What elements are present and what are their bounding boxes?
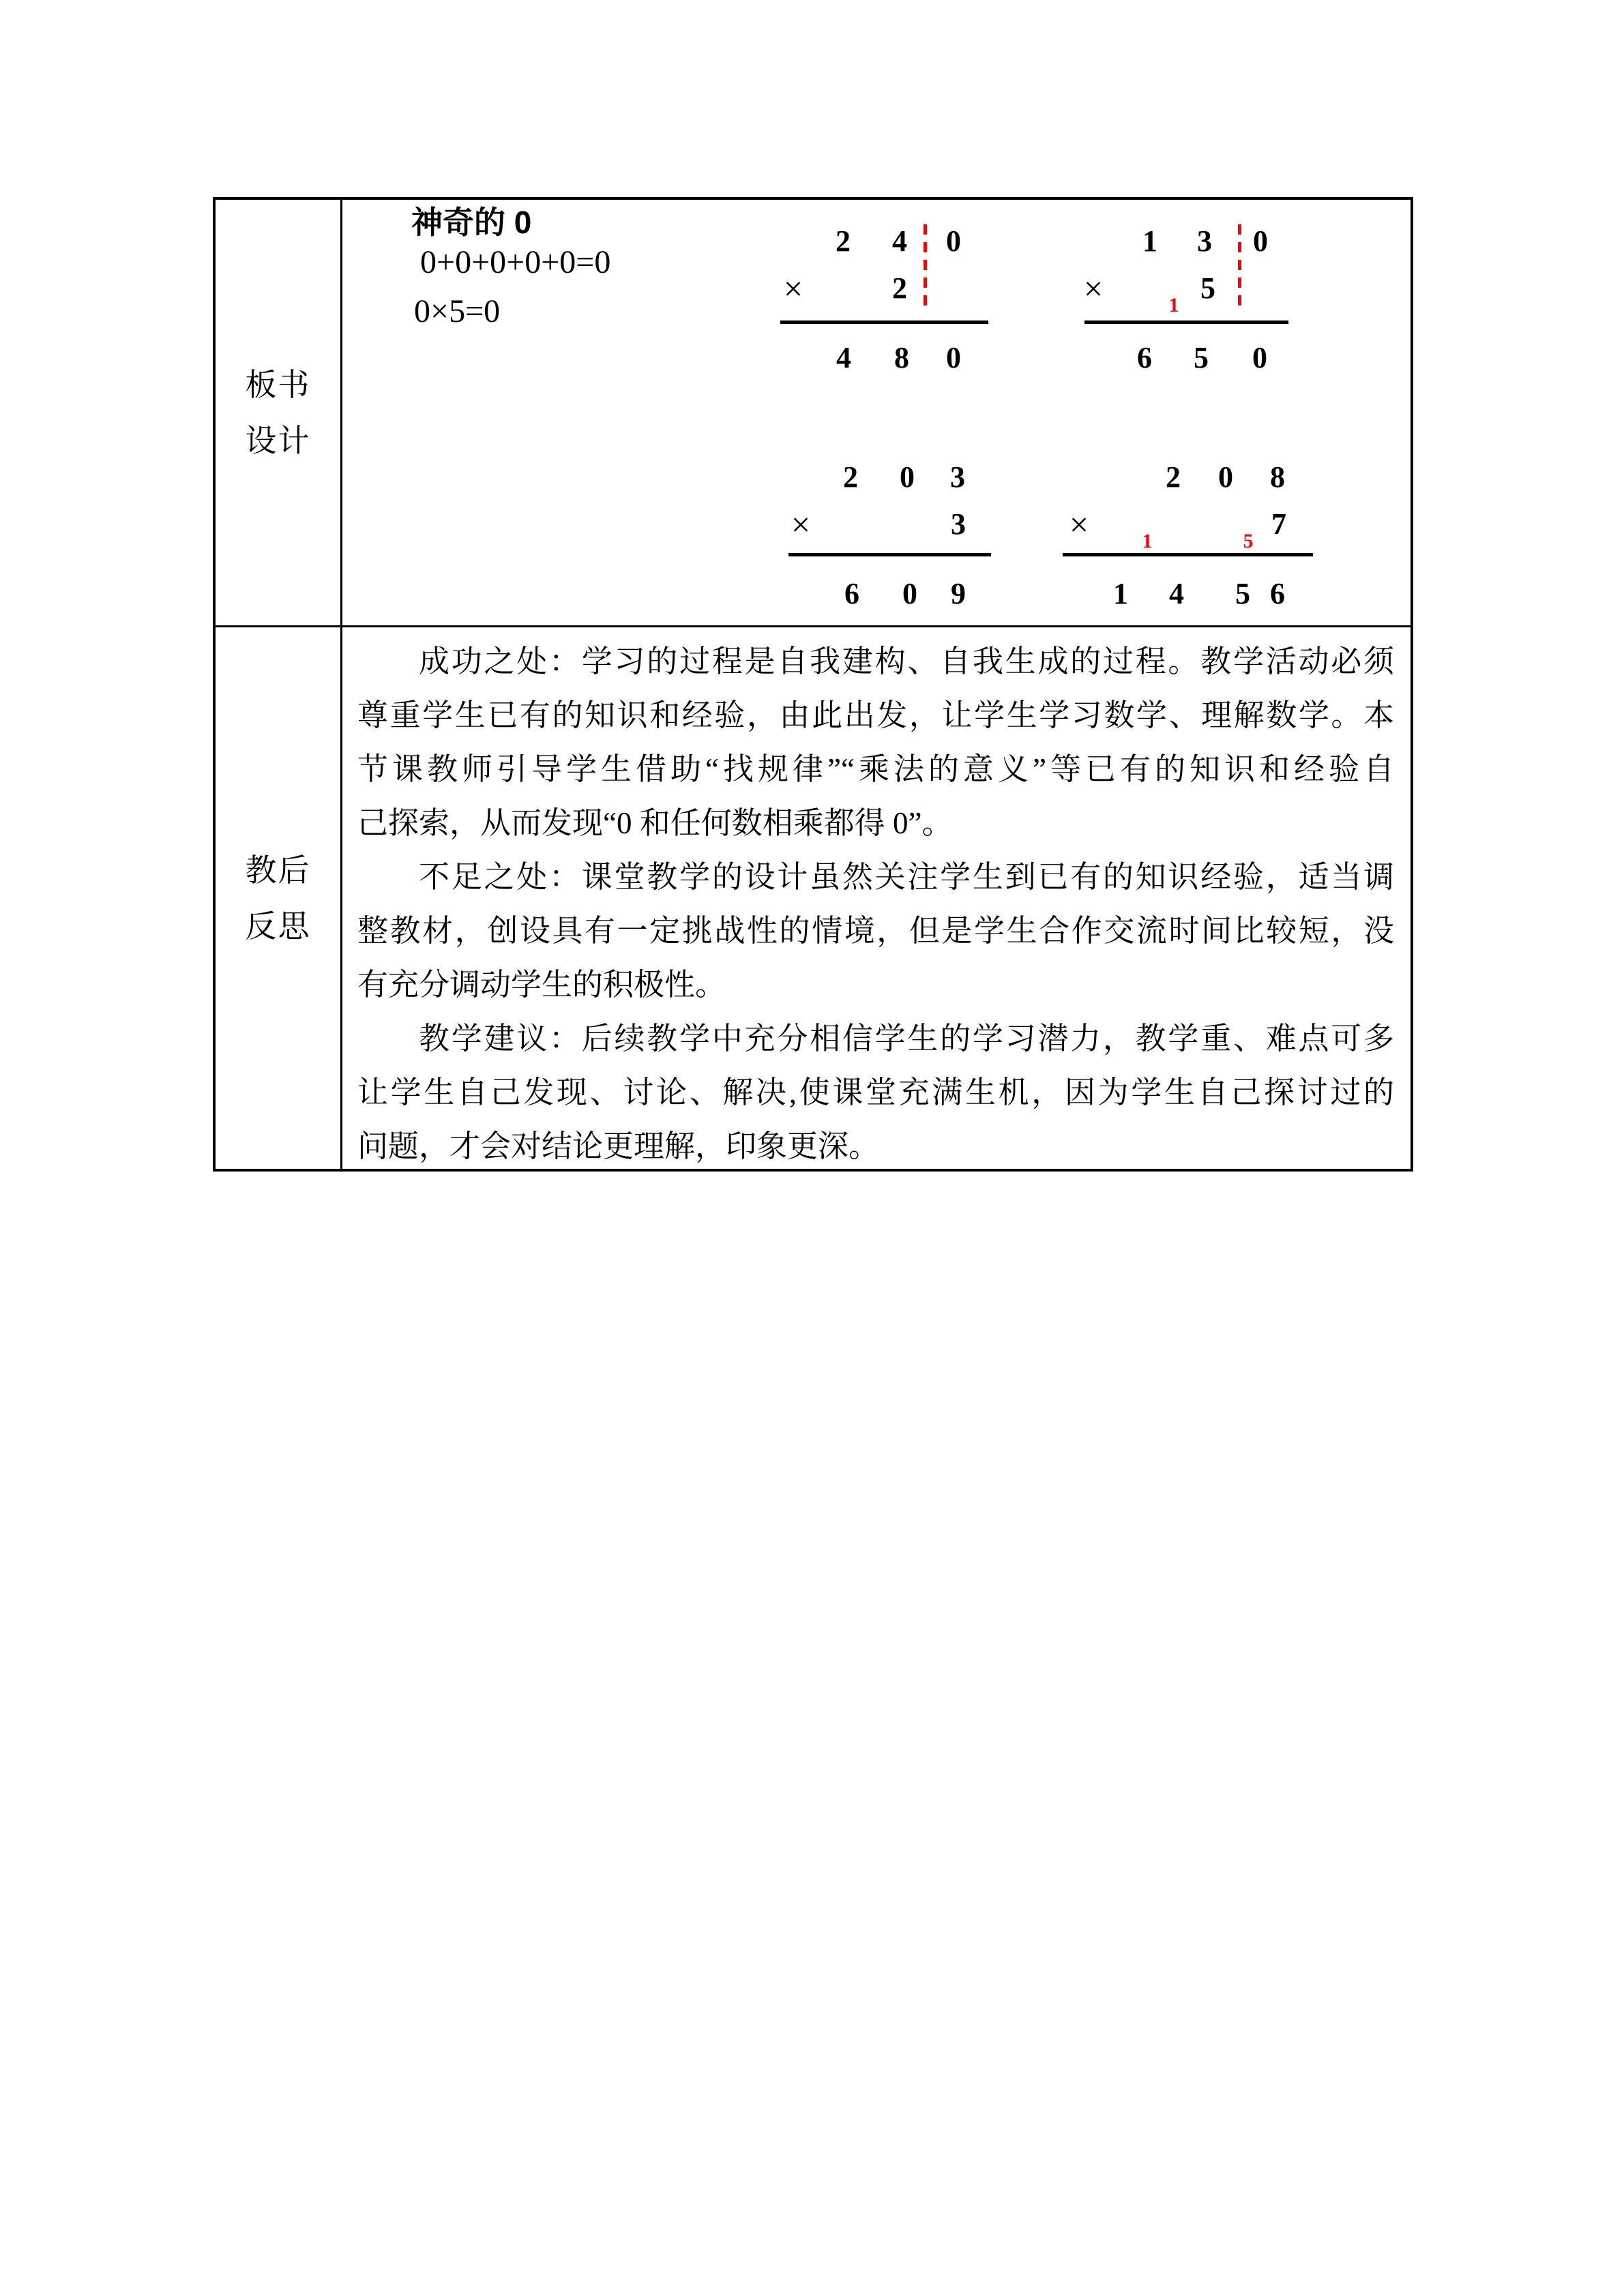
calc-digit: 3 [950, 460, 965, 494]
calc-digit: 2 [836, 224, 851, 258]
calc-result-digit: 4 [1169, 577, 1184, 610]
calc-digit: 3 [1197, 224, 1212, 258]
multiply-icon: × [783, 269, 803, 308]
reflection-cell [342, 627, 1411, 1169]
carry-digit-red: 5 [1243, 530, 1254, 552]
reflection-line: 尊重学生已有的知识和经验，由此出发，让学生学习数学、理解数学。本 [357, 698, 1394, 732]
board-design-cell [342, 200, 1411, 625]
calc-130x5 [1067, 215, 1368, 385]
row-label-line: 板书 [245, 367, 311, 402]
lesson-plan-table [213, 197, 1413, 1172]
calc-rule-line [1063, 553, 1313, 556]
calc-digit: 0 [1253, 224, 1268, 258]
calc-result-digit: 6 [1270, 577, 1285, 610]
calc-digit: 4 [892, 224, 907, 258]
calc-result-digit: 0 [1252, 341, 1267, 374]
red-dashed-guide-line [924, 224, 927, 313]
calc-rule-line [1084, 320, 1288, 324]
calc-result-digit: 5 [1194, 341, 1209, 374]
calc-result-digit: 8 [894, 341, 909, 374]
multiply-icon: × [1069, 505, 1089, 543]
multiply-icon: × [1083, 269, 1104, 308]
calc-result-digit: 0 [946, 341, 961, 374]
multiply-icon: × [791, 505, 811, 543]
carry-digit-red: 1 [1168, 294, 1179, 316]
calc-result-digit: 6 [844, 577, 859, 610]
reflection-line: 让学生自己发现、讨论、解决,使课堂充满生机，因为学生自己探讨过的 [357, 1075, 1394, 1109]
reflection-line: 问题，才会对结论更理解，印象更深。 [357, 1129, 880, 1163]
calc-digit: 2 [1166, 460, 1181, 494]
reflection-line: 节课教师引导学生借助“找规律”“乘法的意义”等已有的知识和经验自 [357, 752, 1394, 786]
calc-digit: 1 [1142, 224, 1157, 258]
carry-digit-red: 1 [1142, 530, 1153, 552]
reflection-text [357, 635, 1394, 1174]
row-label-board-design [216, 200, 340, 625]
calc-result-digit: 5 [1235, 577, 1250, 610]
calc-result-digit: 4 [836, 341, 851, 374]
calc-digit: 8 [1270, 460, 1285, 494]
row-label-line: 反思 [245, 908, 311, 944]
calc-digit: 0 [1218, 460, 1233, 494]
reflection-line: 整教材，创设具有一定挑战性的情境，但是学生合作交流时间比较短，没 [357, 914, 1394, 948]
reflection-line: 己探索，从而发现“0 和任何数相乘都得 0”。 [357, 806, 953, 840]
row-label-teaching-reflection [216, 627, 340, 1169]
row-label-line: 教后 [245, 852, 311, 888]
board-equation-addition: 0+0+0+0+0=0 [420, 244, 611, 280]
calc-result-digit: 9 [951, 577, 966, 610]
calc-result-digit: 1 [1113, 577, 1128, 610]
calc-240x2 [765, 215, 1065, 385]
reflection-line: 不足之处：课堂教学的设计虽然关注学生到已有的知识经验，适当调 [419, 860, 1394, 894]
calc-multiplier: 3 [951, 507, 966, 541]
reflection-line: 有充分调动学生的积极性。 [357, 968, 726, 1002]
calc-multiplier: 5 [1200, 271, 1215, 305]
calc-multiplier: 2 [892, 271, 907, 305]
calc-digit: 0 [946, 224, 961, 258]
row-label-line: 设计 [245, 423, 311, 458]
reflection-line: 教学建议：后续教学中充分相信学生的学习潜力，教学重、难点可多 [419, 1022, 1394, 1056]
red-dashed-guide-line [1238, 224, 1241, 313]
board-title: 神奇的 0 [411, 205, 532, 240]
calc-digit: 0 [900, 460, 915, 494]
reflection-line: 成功之处：学习的过程是自我建构、自我生成的过程。教学活动必须 [419, 644, 1394, 679]
board-equation-multiplication: 0×5=0 [414, 293, 501, 329]
calc-208x7 [1023, 451, 1323, 621]
calc-result-digit: 0 [902, 577, 917, 610]
calc-rule-line [780, 320, 988, 324]
calc-multiplier: 7 [1271, 507, 1286, 541]
calc-rule-line [788, 553, 991, 556]
calc-result-digit: 6 [1137, 341, 1152, 374]
calc-digit: 2 [843, 460, 858, 494]
